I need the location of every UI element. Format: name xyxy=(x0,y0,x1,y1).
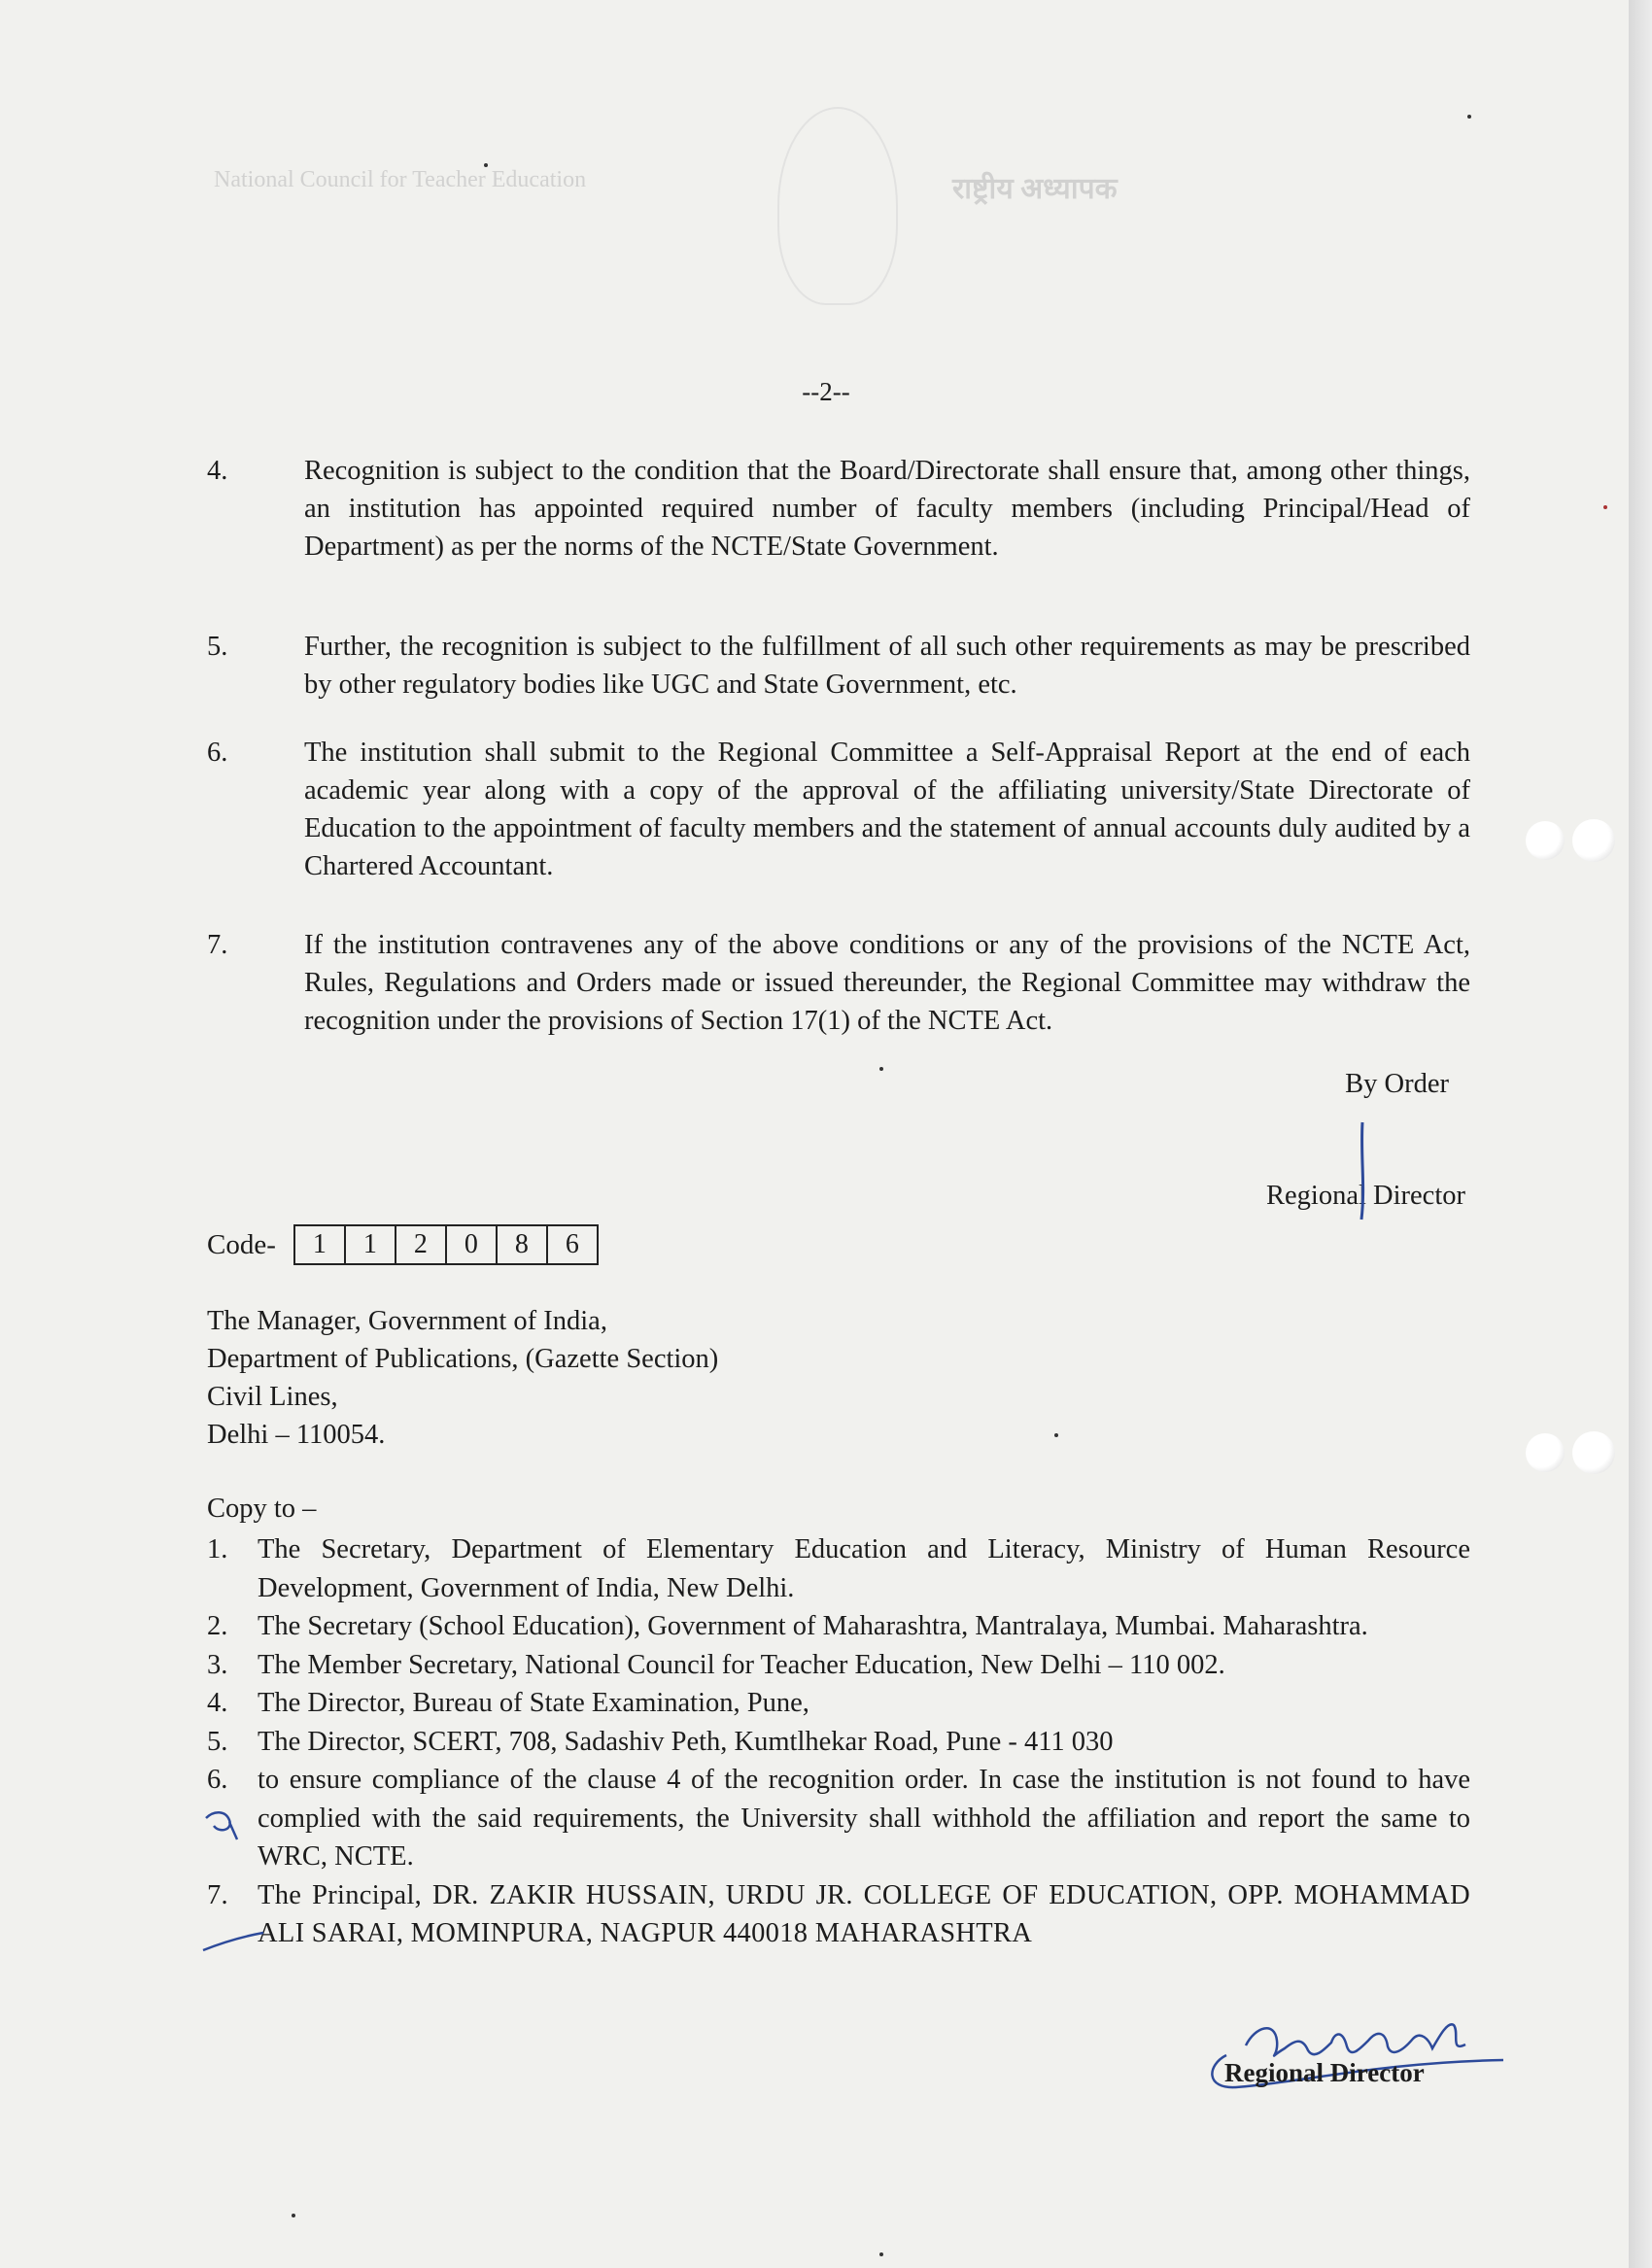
item-number: 2. xyxy=(207,1611,228,1641)
clause-number: 5. xyxy=(207,632,228,662)
address-line: Department of Publications, (Gazette Section) xyxy=(207,1344,719,1374)
list-item xyxy=(207,1876,1470,1953)
pen-stroke xyxy=(200,1804,247,1843)
page-number: --2-- xyxy=(802,377,850,406)
code-digit: 2 xyxy=(396,1226,447,1263)
item-text: The Principal, DR. ZAKIR HUSSAIN, URDU JR. COLLEGE OF EDUCATION, OPP. MOHAMMAD ALI SARAI, MOMINPURA, NAGPUR 440018 MAHARASHTRA xyxy=(258,1879,1470,1948)
recipient-address xyxy=(207,1302,718,1454)
code-digit: 8 xyxy=(498,1226,548,1263)
item-number: 6. xyxy=(207,1765,228,1795)
punch-hole xyxy=(1526,821,1565,860)
bleed-through-header: National Council for Teacher Education xyxy=(214,167,587,192)
item-number: 1. xyxy=(207,1534,228,1564)
code-boxes xyxy=(293,1224,599,1265)
address-line: Civil Lines, xyxy=(207,1382,338,1412)
scan-speck xyxy=(1467,115,1471,119)
scan-speck xyxy=(879,2252,883,2256)
signature-label: Regional Director xyxy=(1224,2058,1425,2087)
item-number: 4. xyxy=(207,1688,228,1718)
clause-text: If the institution contravenes any of the above conditions or any of the provisions of the NCTE Act, Rules, Regulations and Orders made or issued thereunder, the Regional Committee may withdraw the recognition under the provisions of Section 17(1) of the NCTE Act. xyxy=(304,930,1470,1036)
bleed-through-header: राष्ट्रीय अध्यापक xyxy=(952,173,1118,205)
list-item xyxy=(207,1607,1470,1646)
code-digit: 0 xyxy=(447,1226,498,1263)
code-digit: 1 xyxy=(346,1226,396,1263)
copy-to-title: Copy to – xyxy=(207,1494,317,1524)
by-order: By Order xyxy=(1345,1069,1449,1099)
item-text: The Director, SCERT, 708, Sadashiv Peth, Kumtlhekar Road, Pune - 411 030 xyxy=(258,1726,1114,1757)
address-line: Delhi – 110054. xyxy=(207,1420,386,1450)
scan-speck xyxy=(484,163,488,167)
scan-speck xyxy=(1603,505,1607,509)
item-number: 7. xyxy=(207,1879,228,1910)
list-item xyxy=(207,1723,1470,1762)
clause-text: Further, the recognition is subject to the fulfillment of all such other requirements as may be prescribed by other regulatory bodies like UGC and State Government, etc. xyxy=(304,632,1470,700)
item-number: 3. xyxy=(207,1649,228,1680)
punch-hole xyxy=(1572,819,1615,862)
clause-number: 4. xyxy=(207,456,228,486)
address-line: The Manager, Government of India, xyxy=(207,1306,607,1336)
item-text: The Secretary (School Education), Government of Maharashtra, Mantralaya, Mumbai. Maharashtra. xyxy=(258,1611,1368,1641)
copy-to-list xyxy=(207,1530,1470,1953)
clause-number: 7. xyxy=(207,930,228,960)
code-label: Code- xyxy=(207,1228,276,1260)
scan-speck xyxy=(292,2214,295,2217)
code-digit: 6 xyxy=(565,1229,579,1259)
punch-hole xyxy=(1526,1433,1565,1472)
list-item xyxy=(207,1646,1470,1685)
pen-stroke xyxy=(199,1929,267,1958)
list-item xyxy=(207,1761,1470,1876)
item-text: The Director, Bureau of State Examination, Pune, xyxy=(258,1688,809,1718)
list-item xyxy=(207,1530,1470,1607)
clause-text: Recognition is subject to the condition that the Board/Directorate shall ensure that, among other things, an institution has appointed required number of faculty members (including Principal/Head of Department) as per the norms of the NCTE/State Government. xyxy=(304,456,1470,562)
scan-edge xyxy=(1629,0,1652,2268)
code-digit: 1 xyxy=(295,1226,346,1263)
item-text: The Member Secretary, National Council for Teacher Education, New Delhi – 110 002. xyxy=(258,1649,1225,1680)
list-item xyxy=(207,1684,1470,1723)
item-text: to ensure compliance of the clause 4 of the recognition order. In case the institution is not found to have complied with the said requirements, the University shall withhold the affiliation and report the same to WRC, NCTE. xyxy=(258,1765,1470,1872)
pen-stroke xyxy=(1353,1117,1372,1224)
punch-hole xyxy=(1572,1431,1615,1474)
clause-text: The institution shall submit to the Regional Committee a Self-Appraisal Report at the end of each academic year along with a copy of the approval of the affiliating university/State Directorate of Education to the appointment of faculty members and the statement of annual accounts duly audited by a Chartered Accountant. xyxy=(304,738,1470,881)
bleed-through-logo xyxy=(777,107,898,305)
clause-number: 6. xyxy=(207,738,228,768)
regional-director-title: Regional Director xyxy=(1266,1181,1465,1211)
scan-speck xyxy=(1054,1433,1058,1437)
item-text: The Secretary, Department of Elementary Education and Literacy, Ministry of Human Resource Development, Government of India, New Delhi. xyxy=(258,1534,1470,1603)
item-number: 5. xyxy=(207,1726,228,1757)
code-row xyxy=(207,1224,599,1265)
scan-speck xyxy=(879,1067,883,1071)
